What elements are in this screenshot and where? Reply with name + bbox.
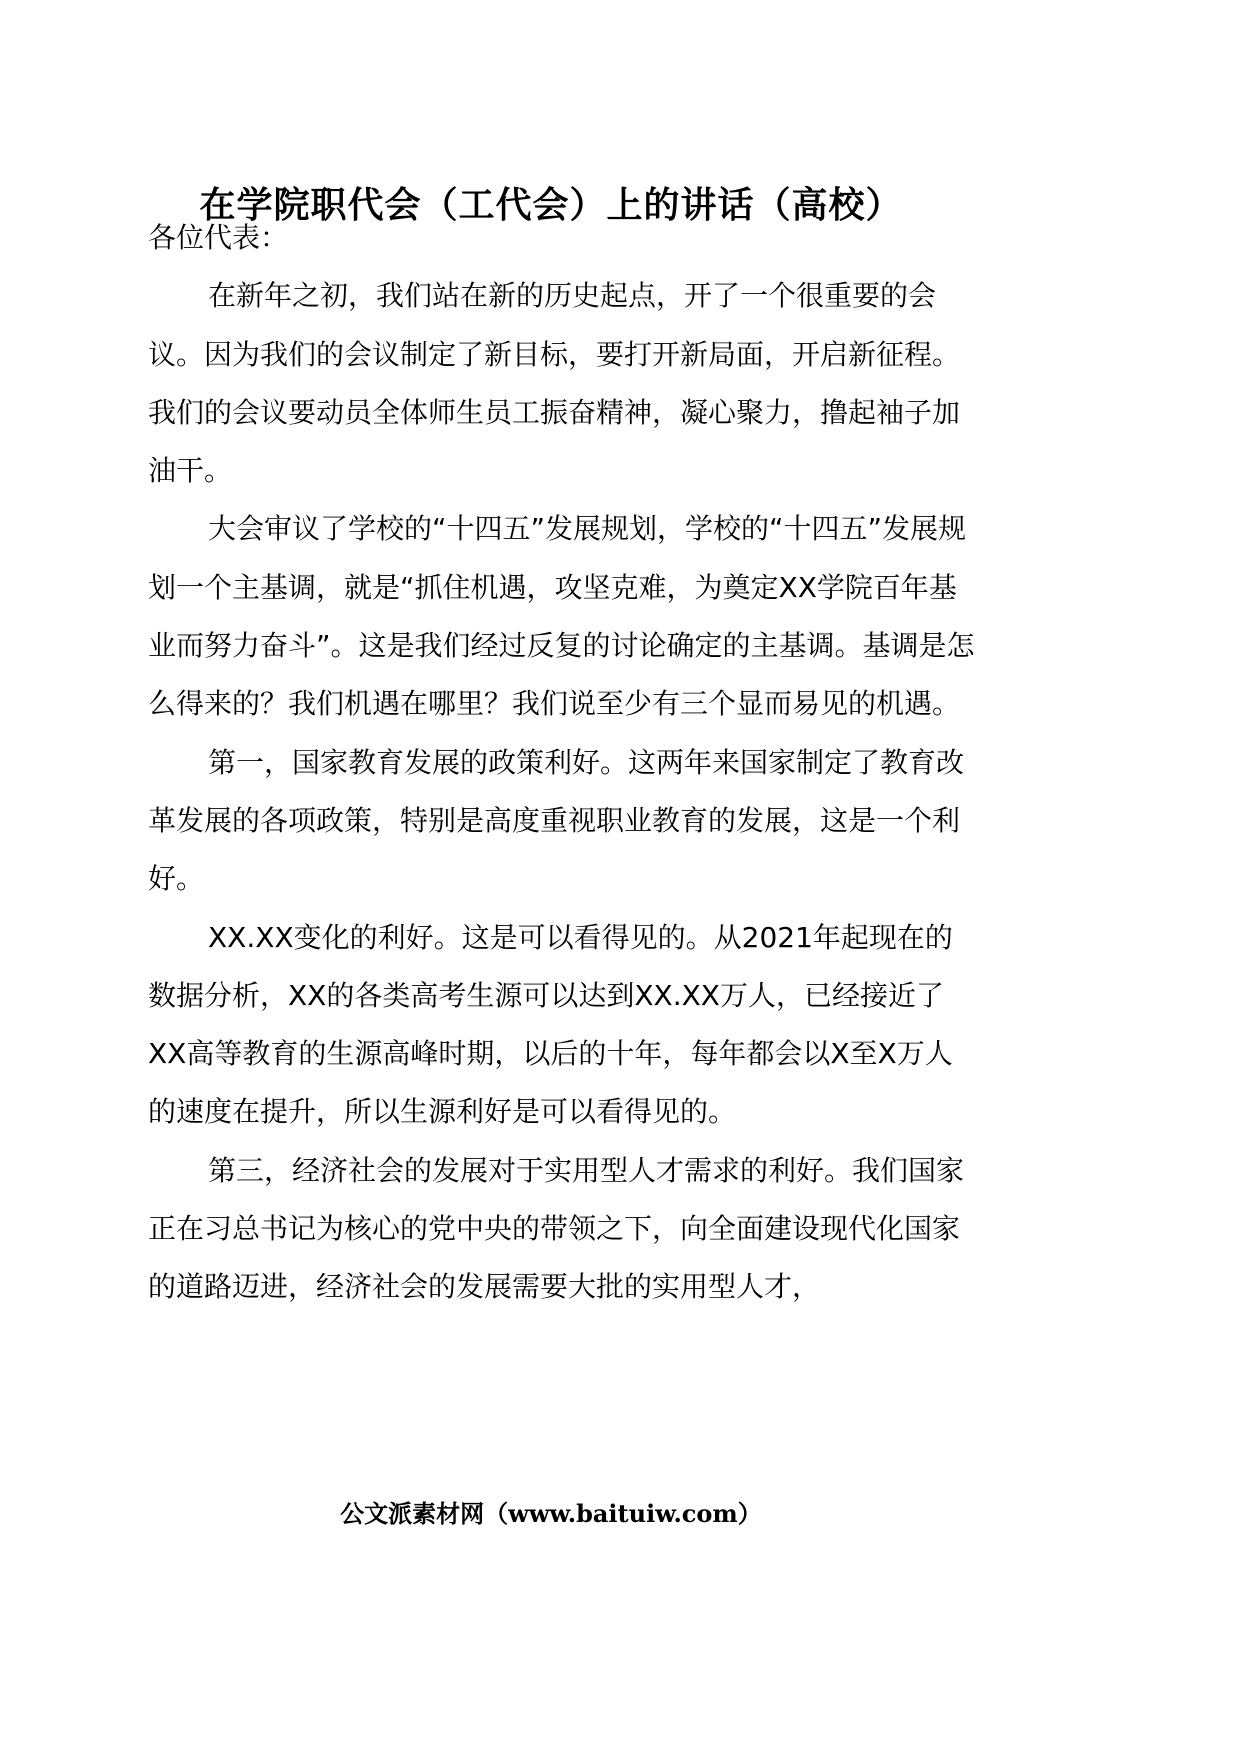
salutation: 各位代表：: [148, 221, 289, 254]
document-body: [148, 209, 978, 1317]
paragraph-4: XX.XX变化的利好。这是可以看得见的。从2021年起现在的数据分析，XX的各类高考生源可以达到XX.XX万人，已经接近了XX高等教育的生源高峰时期，以后的十年，每年都会以X至X万人的速度在提升，所以生源利好是可以看得见的。: [148, 920, 953, 1129]
paragraph-5: 第三，经济社会的发展对于实用型人才需求的利好。我们国家正在习总书记为核心的党中央的带领之下，向全面建设现代化国家的道路迈进，经济社会的发展需要大批的实用型人才，: [148, 1153, 965, 1304]
document-title: 在学院职代会（工代会）上的讲话（高校）: [199, 185, 903, 226]
paragraph-3: 第一，国家教育发展的政策利好。这两年来国家制定了教育改革发展的各项政策，特别是高度重视职业教育的发展，这是一个利好。: [148, 745, 965, 896]
paragraph-1: 在新年之初，我们站在新的历史起点，开了一个很重要的会议。因为我们的会议制定了新目标，要打开新局面，开启新征程。我们的会议要动员全体师生员工振奋精神，凝心聚力，撸起袖子加油干。: [148, 279, 961, 488]
footer-watermark: 公文派素材网（www.baituiw.com）: [340, 1499, 762, 1528]
paragraph-2: 大会审议了学校的“十四五”发展规划，学校的“十四五”发展规划一个主基调，就是“抓住机遇，攻坚克难，为奠定XX学院百年基业而努力奋斗”。这是我们经过反复的讨论确定的主基调。基调是怎么得来的？我们机遇在哪里？我们说至少有三个显而易见的机遇。: [148, 512, 975, 721]
